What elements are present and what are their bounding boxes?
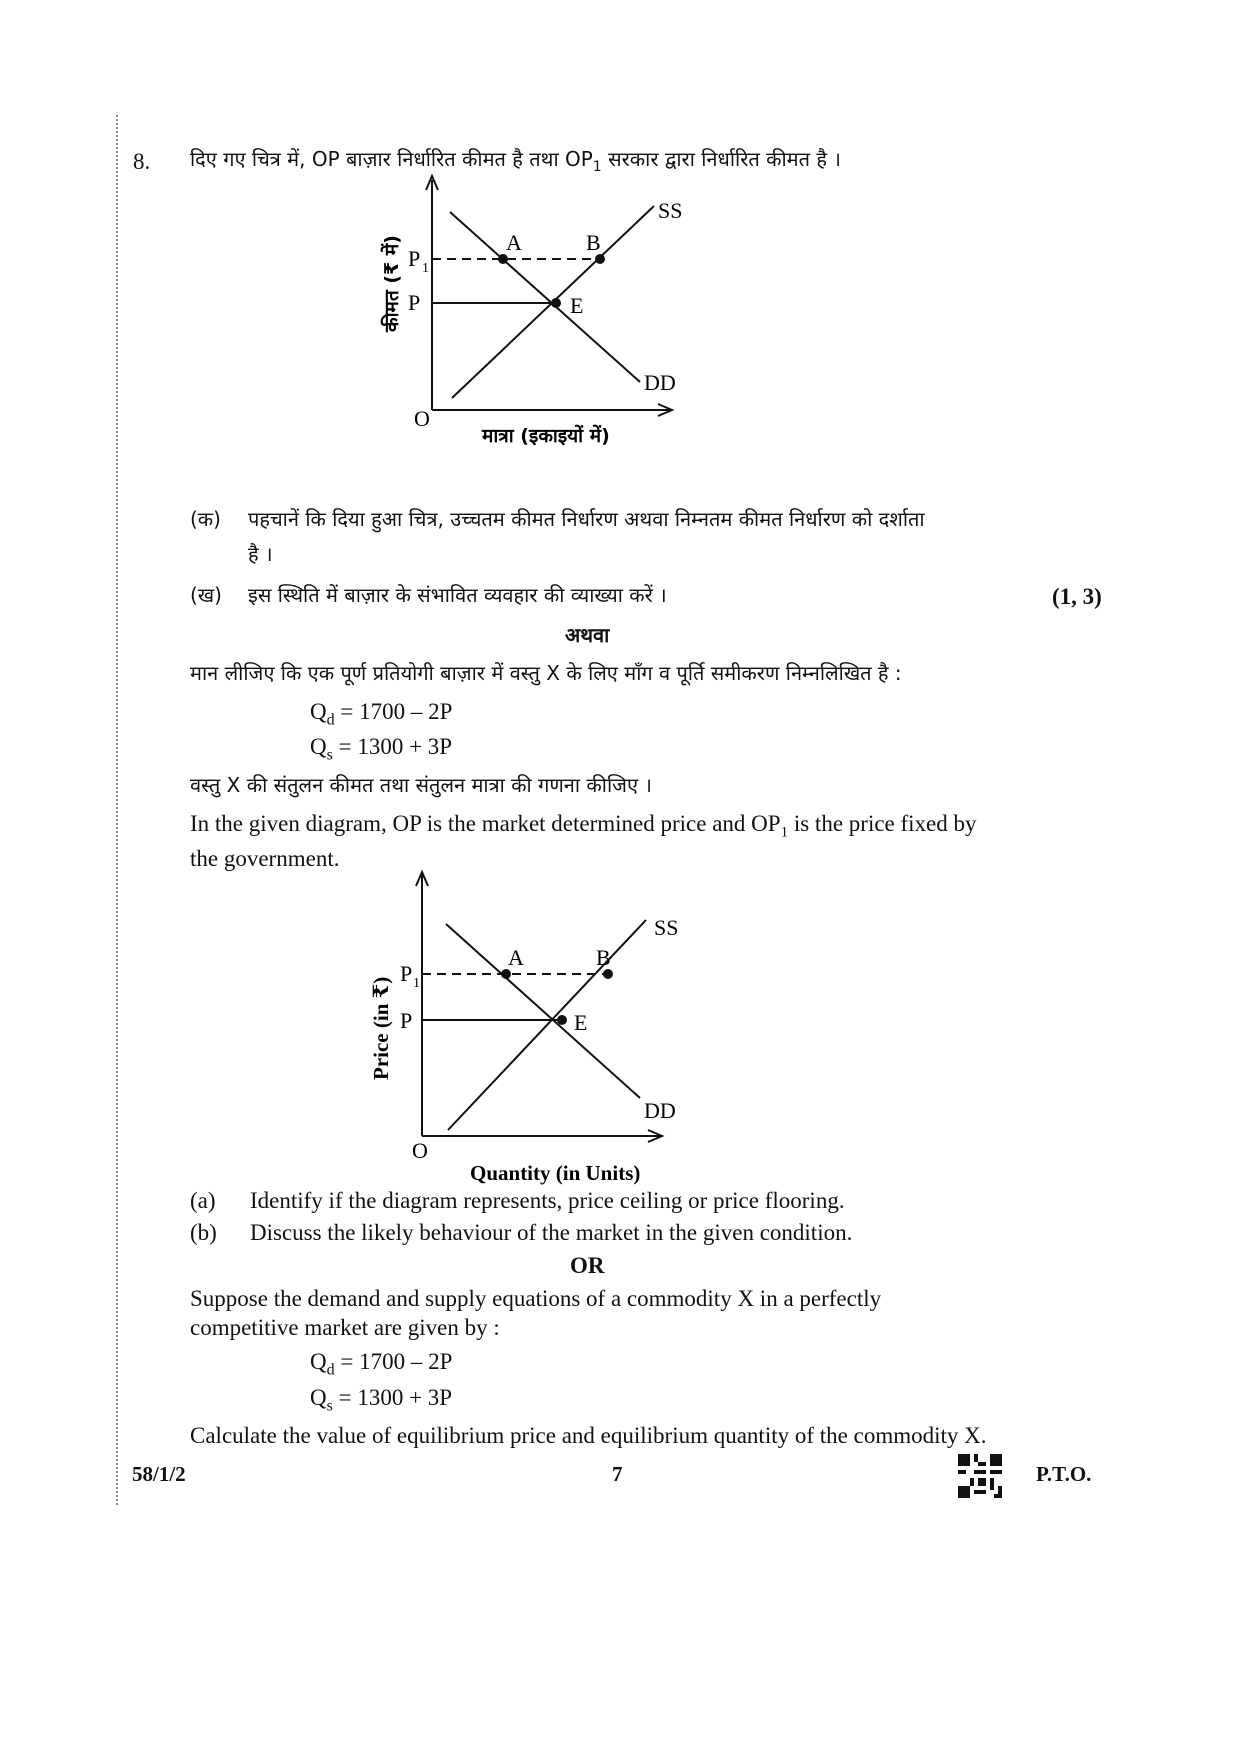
point-e-marker [551,298,561,308]
question-number: 8. [133,149,151,174]
point-e-label: E [570,293,584,318]
english-intro-subscript: 1 [780,824,789,841]
english-eq-qd [310,1348,452,1385]
x-axis-label: Quantity (in Units) [470,1161,641,1185]
english-or: OR [570,1253,605,1278]
p1-label: P [408,246,421,271]
hindi-eq-qd [310,698,452,735]
hindi-intro [190,145,841,181]
hindi-eq-qs [310,733,452,770]
margin-watermark-line [116,115,118,1505]
demand-curve [446,924,640,1098]
p1-label: P [400,961,413,986]
english-alt-question: Calculate the value of equilibrium price and equilibrium quantity of the commodity X. [190,1423,987,1448]
eq-qs-rhs: = 1300 + 3P [332,1385,453,1410]
origin-label: O [412,1138,428,1163]
qr-code-icon [958,1454,1002,1498]
english-part-b: Discuss the likely behaviour of the market in the given condition. [250,1220,853,1245]
hindi-intro-text-b: सरकार द्वारा निर्धारित कीमत है । [601,147,841,171]
p-label: P [400,1008,413,1033]
eq-qs-var: Q [310,734,327,759]
hindi-part-a-line1: पहचानें कि दिया हुआ चित्र, उच्चतम कीमत निर्धारण अथवा निम्नतम कीमत निर्धारण को दर्शाता [248,507,925,531]
supply-label: SS [654,915,679,940]
y-axis-label: Price (in ₹) [369,976,393,1080]
marks: (1, 3) [1052,584,1102,609]
english-part-a: Identify if the diagram represents, price ceiling or price flooring. [250,1188,845,1213]
hindi-intro-text-a: दिए गए चित्र में, OP बाज़ार निर्धारित कीमत है तथा OP [190,147,593,171]
eq-qs-rhs: = 1300 + 3P [332,734,453,759]
point-a-label: A [508,945,524,970]
english-part-a-label: (a) [190,1188,216,1213]
eq-qs-sub: s [326,746,333,764]
english-intro-text-a: In the given diagram, OP is the market determined price and OP [190,811,781,836]
hindi-alt-question: वस्तु X की संतुलन कीमत तथा संतुलन मात्रा की गणना कीजिए । [190,773,652,797]
point-a-label: A [506,230,522,255]
english-alt-intro-line2: competitive market are given by : [190,1315,500,1340]
english-eq-qs [310,1384,452,1421]
eq-qd-sub: d [326,1361,335,1379]
point-b-label: B [586,230,601,255]
footer-page-number: 7 [612,1462,623,1486]
eq-qd-rhs: = 1700 – 2P [334,699,453,724]
point-b-marker [595,254,605,264]
supply-label: SS [658,198,683,223]
footer-pto: P.T.O. [1036,1462,1092,1486]
hindi-or: अथवा [565,623,610,647]
eq-qd-rhs: = 1700 – 2P [334,1349,453,1374]
hindi-intro-subscript: 1 [592,159,602,175]
eq-qd-var: Q [310,1349,327,1374]
eq-qd-sub: d [326,711,335,729]
eq-qs-var: Q [310,1385,327,1410]
p-label: P [408,290,421,315]
point-e-marker [557,1015,567,1025]
hindi-part-a-line2: है । [248,542,273,566]
eq-qd-var: Q [310,699,327,724]
english-intro-text-b: is the price fixed by [788,811,977,836]
hindi-part-b-label: (ख) [190,583,222,607]
english-supply-demand-diagram [350,868,720,1188]
y-axis-label: कीमत (₹ में) [381,235,403,332]
hindi-part-a-label: (क) [190,507,221,531]
x-axis-label: मात्रा (इकाइयों में) [482,425,610,447]
point-b-label: B [596,945,611,970]
english-intro-line1 [190,810,977,847]
hindi-alt-intro: मान लीजिए कि एक पूर्ण प्रतियोगी बाज़ार में वस्तु X के लिए माँग व पूर्ति समीकरण निम्नलिखित है : [190,661,902,685]
p1-subscript: 1 [422,261,429,276]
eq-qs-sub: s [326,1397,333,1415]
point-e-label: E [574,1010,588,1035]
point-b-marker [603,969,613,979]
origin-label: O [414,406,430,431]
hindi-part-b: इस स्थिति में बाज़ार के संभावित व्यवहार की व्याख्या करें । [248,583,667,607]
demand-label: DD [644,370,676,395]
demand-label: DD [644,1098,676,1123]
english-part-b-label: (b) [190,1220,217,1245]
hindi-supply-demand-diagram [381,180,780,500]
english-intro-line2: the government. [190,846,340,871]
footer-code: 58/1/2 [132,1462,186,1486]
point-a-marker [501,969,511,979]
p1-subscript: 1 [413,976,420,991]
demand-curve [450,212,640,382]
point-a-marker [498,254,508,264]
english-alt-intro-line1: Suppose the demand and supply equations of a commodity X in a perfectly [190,1286,882,1311]
